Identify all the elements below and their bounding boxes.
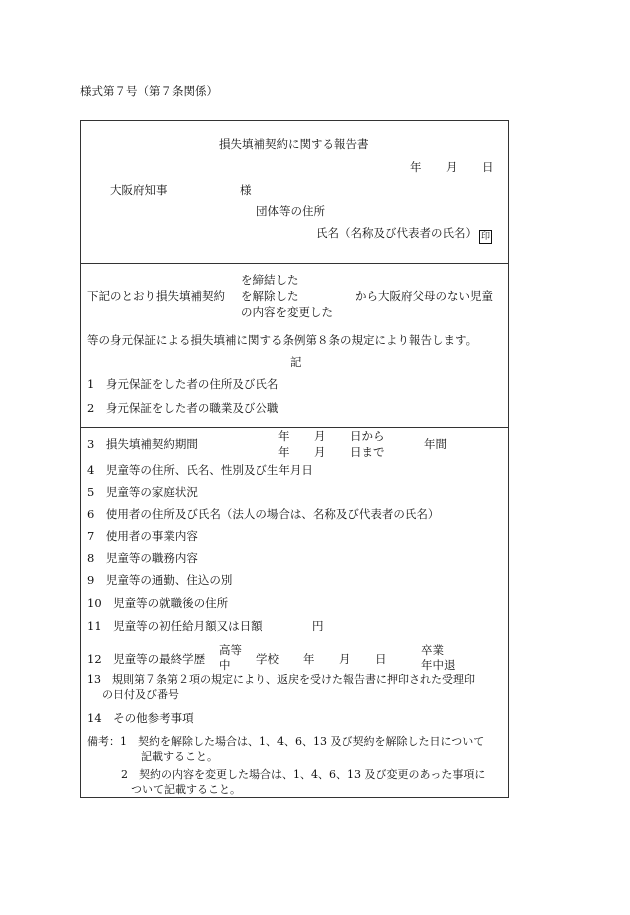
item-3-from-day: 日から [350, 429, 385, 443]
item-12-day: 日 [375, 652, 387, 666]
item-12-school: 学校 [256, 652, 279, 666]
item-12-month: 月 [339, 652, 351, 666]
ki-heading: 記 [290, 355, 302, 369]
item-12-year: 年 [303, 652, 315, 666]
item-5: 5 児童等の家庭状況 [87, 485, 198, 499]
item-12-status-top: 卒業 [421, 643, 444, 657]
section-divider [80, 427, 509, 428]
intro-option-change: の内容を変更した [241, 305, 333, 319]
intro-option-conclude: を締結した [241, 273, 299, 287]
item-13-line-1: 13 規則第７条第２項の規定により、返戻を受けた報告書に押印された受理印 [87, 673, 475, 686]
item-12-level-bottom: 中 [219, 658, 231, 672]
addressee-honorific: 様 [240, 183, 252, 197]
document-title: 損失填補契約に関する報告書 [219, 137, 369, 151]
reporter-address-label: 団体等の住所 [256, 204, 325, 218]
intro-line-2: 等の身元保証による損失填補に関する条例第８条の規定により報告します。 [87, 333, 478, 347]
item-3-label: 3 損失填補契約期間 [87, 437, 198, 451]
item-3-to-year: 年 [278, 445, 290, 459]
item-6: 6 使用者の住所及び氏名（法人の場合は、名称及び代表者の氏名） [87, 507, 440, 521]
item-14: 14 その他参考事項 [87, 711, 194, 725]
item-3-period: 年間 [424, 437, 447, 451]
item-11-label: 11 児童等の初任給月額又は日額 [87, 619, 263, 633]
reporter-name-line [316, 226, 492, 244]
seal-mark: 印 [480, 232, 490, 242]
note-2-line-1: 2 契約の内容を変更した場合は、1、4、6、13 及び変更のあった事項に [121, 768, 486, 781]
addressee-name: 大阪府知事 [110, 183, 168, 197]
item-11-unit: 円 [312, 619, 324, 633]
date-year: 年 [410, 160, 422, 174]
note-2-line-2: ついて記載すること。 [131, 783, 241, 796]
section-divider [80, 263, 509, 264]
date-month: 月 [446, 160, 458, 174]
item-2: 2 身元保証をした者の職業及び公職 [87, 401, 279, 415]
date-day: 日 [482, 160, 494, 174]
item-3-to-day: 日まで [350, 445, 385, 459]
form-number: 様式第７号（第７条関係） [80, 84, 218, 98]
item-3-from-month: 月 [314, 429, 326, 443]
item-8: 8 児童等の職務内容 [87, 551, 198, 565]
item-1: 1 身元保証をした者の住所及び氏名 [87, 377, 279, 391]
item-12-level-top: 高等 [219, 643, 242, 657]
note-1-line-1: 備考：1 契約を解除した場合は、1、4、6、13 及び契約を解除した日について [87, 735, 485, 748]
item-12-label: 12 児童等の最終学歴 [87, 652, 206, 666]
item-13-line-2: の日付及び番号 [102, 688, 179, 701]
item-3-from-year: 年 [278, 429, 290, 443]
item-7: 7 使用者の事業内容 [87, 529, 198, 543]
item-4: 4 児童等の住所、氏名、性別及び生年月日 [87, 463, 313, 477]
item-3-to-month: 月 [314, 445, 326, 459]
intro-suffix: から大阪府父母のない児童 [355, 289, 493, 303]
item-9: 9 児童等の通勤、住込の別 [87, 573, 233, 587]
intro-option-cancel: を解除した [241, 289, 299, 303]
reporter-name-label: 氏名（名称及び代表者の氏名） [316, 226, 477, 240]
item-10: 10 児童等の就職後の住所 [87, 596, 229, 610]
note-1-line-2: 記載すること。 [141, 750, 218, 763]
item-12-status-bottom: 年中退 [421, 658, 456, 672]
intro-prefix: 下記のとおり損失填補契約 [87, 289, 225, 303]
